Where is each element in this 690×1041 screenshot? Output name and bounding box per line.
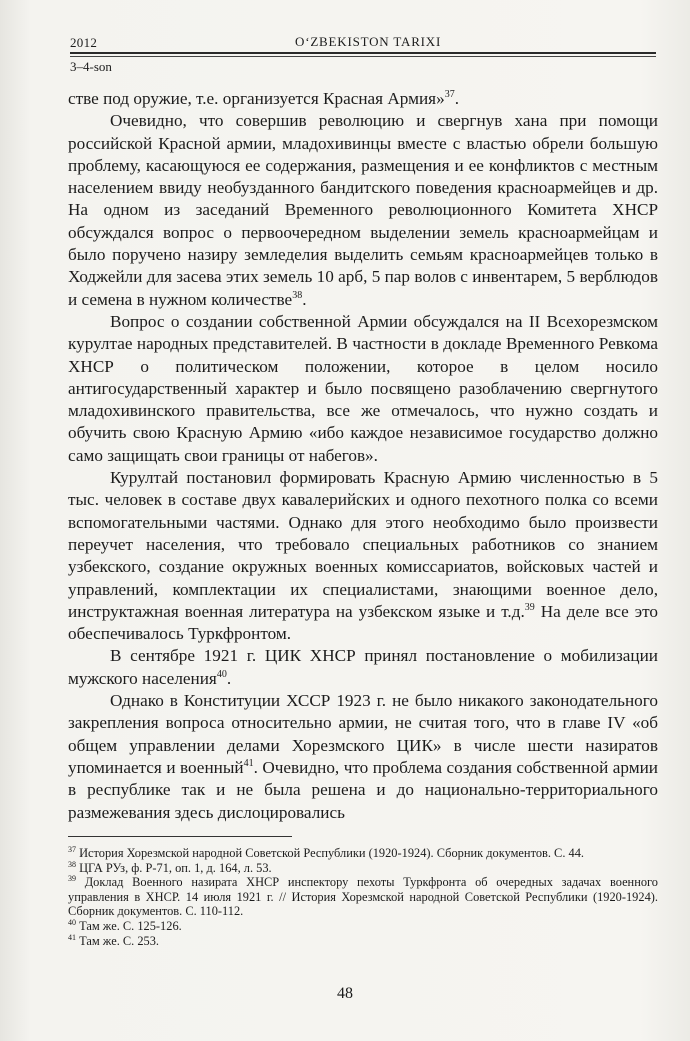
page-number: 48 <box>337 985 353 1002</box>
paragraph <box>68 88 658 110</box>
footnote-text: Там же. С. 125-126. <box>76 918 182 933</box>
header-issue: 3–4-son <box>70 59 112 74</box>
paragraph <box>68 311 658 467</box>
footnote-ref: 41 <box>243 757 254 769</box>
paragraph-text: В сентябре 1921 г. ЦИК ХНСР принял постановление о мобилизации мужского населения <box>68 646 658 688</box>
paragraph-text: стве под оружие, т.е. организуется Красная Армия» <box>68 89 445 108</box>
paragraph <box>68 110 658 311</box>
footnote <box>68 846 658 861</box>
header-rule-thin <box>70 56 656 57</box>
footnote-ref: 39 <box>524 601 535 613</box>
footnote <box>68 861 658 876</box>
header-year: 2012 <box>70 35 98 50</box>
paragraph-text: . Очевидно, что проблема создания собственной армии в республике так и не была решена и до национально-территориального размежевания здесь дислоцировались <box>68 757 658 822</box>
paragraph-text: Вопрос о создании собственной Армии обсуждался на II Всехорезмском курултае народных представителей. В частности в докладе Временного Ревкома ХНСР о политическом положении, которое в целом носило антигосударственный характер и было посвящено разоблачению свергнутого младохивинского правительства, все же отмечалось, что нужно создать и обучить свою Красную Армию «ибо каждое независимое государство должно само защищать свои границы от набегов». <box>68 311 658 465</box>
header-journal-title: O‘ZBEKISTON TARIXI <box>295 34 442 49</box>
paragraph <box>68 645 658 690</box>
footnote-text: Доклад Военного назирата ХНСР инспектору пехоты Туркфронта об очередных задачах военного управления в ХНСР. 14 июля 1921 г. // История Хорезмской народной Советской Республики (1920-1924). Сборник документов. С. 110-112. <box>68 875 658 919</box>
paragraph <box>68 690 658 824</box>
running-header <box>70 33 656 55</box>
paragraph-text: Однако в Конституции ХССР 1923 г. не было никакого законодательного закрепления вопроса относительно армии, не считая того, что в главе IV «об общем управлении делами Хорезмского ЦИК» в числе шести назиратов упоминается и военный <box>68 691 658 777</box>
header-rule <box>70 52 656 54</box>
paragraph-text: Курултай постановил формировать Красную Армию численностью в 5 тыс. человек в составе двух кавалерийских и одного пехотного полка со всеми вспомогательными частями. Однако для этого необходимо было произвести переучет населения, что требовало специальных работников со знанием узбекского, создание окружных военных комиссариатов, войсковых частей и управлений, комплектации их специалистами, знающими военное дело, инструктажная военная литература на узбекском языке и т.д. <box>68 468 658 621</box>
footnotes <box>68 846 658 948</box>
footnote-ref: 40 <box>216 668 227 680</box>
footnote <box>68 934 658 949</box>
paragraph-text: . <box>302 289 307 309</box>
footnote-number: 39 <box>68 874 76 884</box>
footnote-number: 41 <box>68 932 76 942</box>
footnote-text: История Хорезмской народной Советской Республики (1920-1924). Сборник документов. С. 44. <box>76 846 585 860</box>
footnote-number: 38 <box>68 859 76 869</box>
footnote-ref: 37 <box>444 89 455 100</box>
main-text <box>68 88 658 824</box>
footnote <box>68 875 658 919</box>
footnote-ref: 38 <box>292 289 303 301</box>
paragraph-text: . <box>226 668 232 688</box>
paragraph-text: Очевидно, что совершив революцию и свергнув хана при помощи российской Красной армии, младохивинцы вместе с властью обрели большую проблему, касающуюся ее содержания, размещения и ее конфликтов с местным населением ввиду необузданного бандитского поведения красноармейцев и др. На одном из заседаний Временного революционного Комитета ХНСР обсуждался вопрос о первоочередном выделении земель красноармейцам и было поручено назиру земледелия выделить семьям красноармейцев только в Ходжейли для засева этих земель 10 арб, 5 пар волов с инвентарем, 5 верблюдов и семена в нужном количестве <box>68 111 658 309</box>
footnote-number: 37 <box>68 845 76 854</box>
paragraph-text: На деле все это обеспечивалось Туркфронтом. <box>68 601 659 644</box>
footnote <box>68 919 658 934</box>
footnote-separator <box>68 836 292 837</box>
footnote-number: 40 <box>68 917 76 927</box>
paragraph-text: . <box>454 89 459 108</box>
paragraph <box>68 467 658 645</box>
footnote-text: Там же. С. 253. <box>76 933 160 948</box>
footnote-text: ЦГА РУз, ф. Р-71, оп. 1, д. 164, л. 53. <box>76 860 272 875</box>
